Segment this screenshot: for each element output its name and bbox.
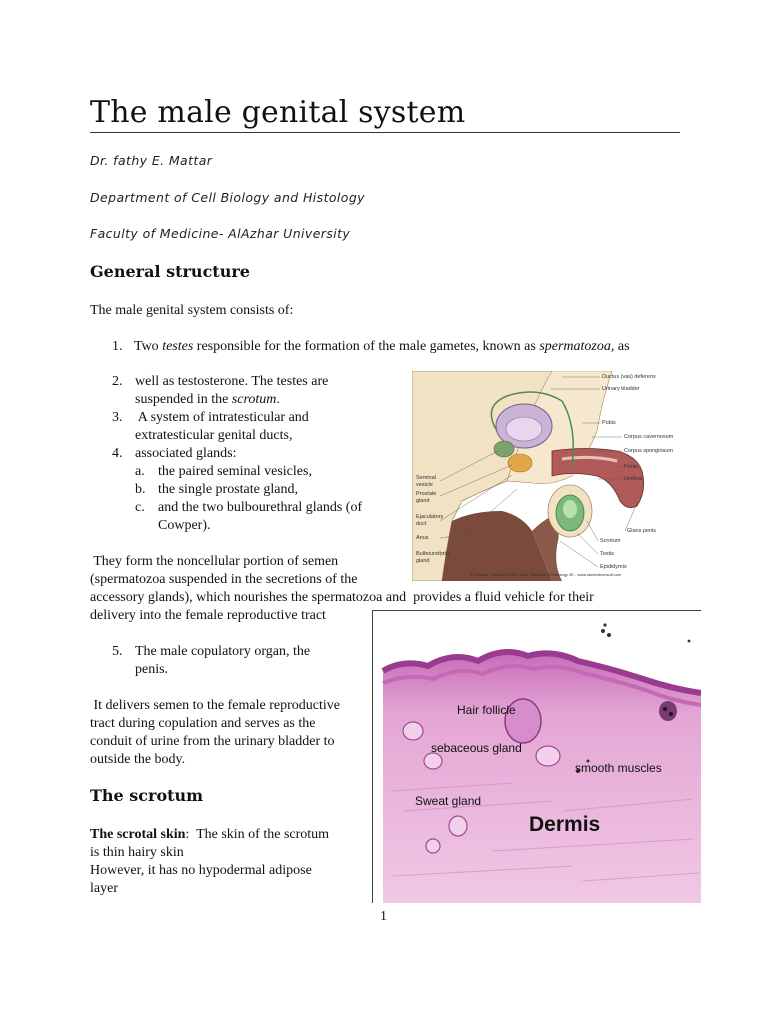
list-item-4: associated glands: xyxy=(135,446,237,461)
figure-label: Pubis xyxy=(602,420,616,426)
list-item-5-line2: penis. xyxy=(135,662,169,677)
list-letter: b. xyxy=(135,482,146,497)
figure-label: Anus xyxy=(416,535,429,541)
figure-label: Glans penis xyxy=(627,528,657,534)
figure-label: Ductus (vas) deferens xyxy=(602,374,656,380)
scrotal-skin-line4: layer xyxy=(90,881,118,896)
histology-label: smooth muscles xyxy=(575,761,662,775)
figure-label: Urethra xyxy=(624,476,643,482)
histology-label: Sweat gland xyxy=(415,794,482,808)
scrotal-skin-line3: However, it has no hypodermal adipose xyxy=(90,863,312,878)
histology-label: sebaceous gland xyxy=(431,741,522,755)
figure-label: Corpus cavernosum xyxy=(624,434,674,440)
scrotal-skin-line1 xyxy=(90,826,329,844)
list-number: 3. xyxy=(112,410,123,425)
page-number: 1 xyxy=(380,909,387,924)
histology-figure xyxy=(372,610,701,903)
figure-label: Ejaculatory xyxy=(416,514,444,520)
penis-paragraph-line3: conduit of urine from the urinary bladder to xyxy=(90,734,335,749)
sub-item-c-line1: and the two bulbourethral glands (of xyxy=(158,500,363,515)
semen-paragraph-line4: delivery into the female reproductive tract xyxy=(90,608,326,623)
figure-label: Testis xyxy=(600,551,615,557)
penis-paragraph-line2: tract during copulation and serves as the xyxy=(90,716,316,731)
author: Dr. fathy E. Mattar xyxy=(90,153,213,168)
text: as xyxy=(614,339,630,354)
sub-item-b: the single prostate gland, xyxy=(158,482,298,497)
semen-paragraph-line1: They form the noncellular portion of semen xyxy=(90,554,339,569)
text: . xyxy=(276,392,280,407)
penis-paragraph-line1: It delivers semen to the female reproductive xyxy=(90,698,340,713)
figure-label: Scrotum xyxy=(600,538,621,544)
list-number: 5. xyxy=(112,644,123,659)
figure-credit: © Elsevier. Gartner & Hiatt: Color Textbook of Histology 3E - www.studentconsult.com xyxy=(470,572,622,577)
figure-label: Penis xyxy=(624,464,638,470)
histology-label: Hair follicle xyxy=(457,703,516,717)
figure-label: duct xyxy=(416,521,427,527)
figure-label: vesicle xyxy=(416,482,433,488)
page-title: The male genital system xyxy=(90,95,466,130)
histology-micrograph xyxy=(373,611,701,903)
term-label: The scrotal skin xyxy=(90,827,186,842)
sub-item-c-line2: Cowper). xyxy=(158,518,211,533)
list-number: 4. xyxy=(112,446,123,461)
figure-label: Epididymis xyxy=(600,564,627,570)
anatomy-figure xyxy=(412,371,688,581)
histology-label-dermis: Dermis xyxy=(529,813,601,836)
anatomy-illustration xyxy=(412,371,688,581)
text: responsible for the formation of the male gametes, known as xyxy=(193,339,540,354)
faculty: Faculty of Medicine- AlAzhar University xyxy=(90,226,351,241)
text: : The skin of the scrotum xyxy=(185,827,330,842)
figure-label: Urinary bladder xyxy=(602,386,640,392)
figure-label: Prostate xyxy=(416,491,437,497)
list-item-3-line1: A system of intratesticular and xyxy=(135,410,309,425)
emphasis: scrotum xyxy=(231,392,277,407)
heading-general-structure: General structure xyxy=(90,262,250,281)
figure-label: Seminal xyxy=(416,475,436,481)
title-rule xyxy=(90,132,680,133)
list-number: 2. xyxy=(112,374,123,389)
emphasis: testes xyxy=(162,339,194,354)
semen-paragraph-line3: accessory glands), which nourishes the spermatozoa and provides a fluid vehicle for their xyxy=(90,590,594,605)
department: Department of Cell Biology and Histology xyxy=(90,190,365,205)
text: Two xyxy=(134,339,163,354)
text: suspended in the xyxy=(135,392,232,407)
sub-item-a: the paired seminal vesicles, xyxy=(158,464,312,479)
emphasis: spermatozoa, xyxy=(539,339,615,354)
figure-label: gland xyxy=(416,558,430,564)
list-item-3-line2: extratesticular genital ducts, xyxy=(135,428,293,443)
scrotal-skin-line2: is thin hairy skin xyxy=(90,845,184,860)
list-item-1 xyxy=(112,338,630,356)
list-item-2-line2 xyxy=(135,391,280,409)
list-letter: a. xyxy=(135,464,145,479)
semen-paragraph-line2: (spermatozoa suspended in the secretions of the xyxy=(90,572,358,587)
list-item-2-line1: well as testosterone. The testes are xyxy=(135,374,329,389)
intro-text: The male genital system consists of: xyxy=(90,303,294,318)
figure-label: gland xyxy=(416,498,430,504)
list-number: 1. xyxy=(112,339,123,354)
heading-scrotum: The scrotum xyxy=(90,786,204,805)
penis-paragraph-line4: outside the body. xyxy=(90,752,186,767)
figure-label: Bulbourethral xyxy=(416,551,449,557)
list-item-5-line1: The male copulatory organ, the xyxy=(135,644,311,659)
list-letter: c. xyxy=(135,500,145,515)
figure-label: Corpus spongiosum xyxy=(624,448,673,454)
